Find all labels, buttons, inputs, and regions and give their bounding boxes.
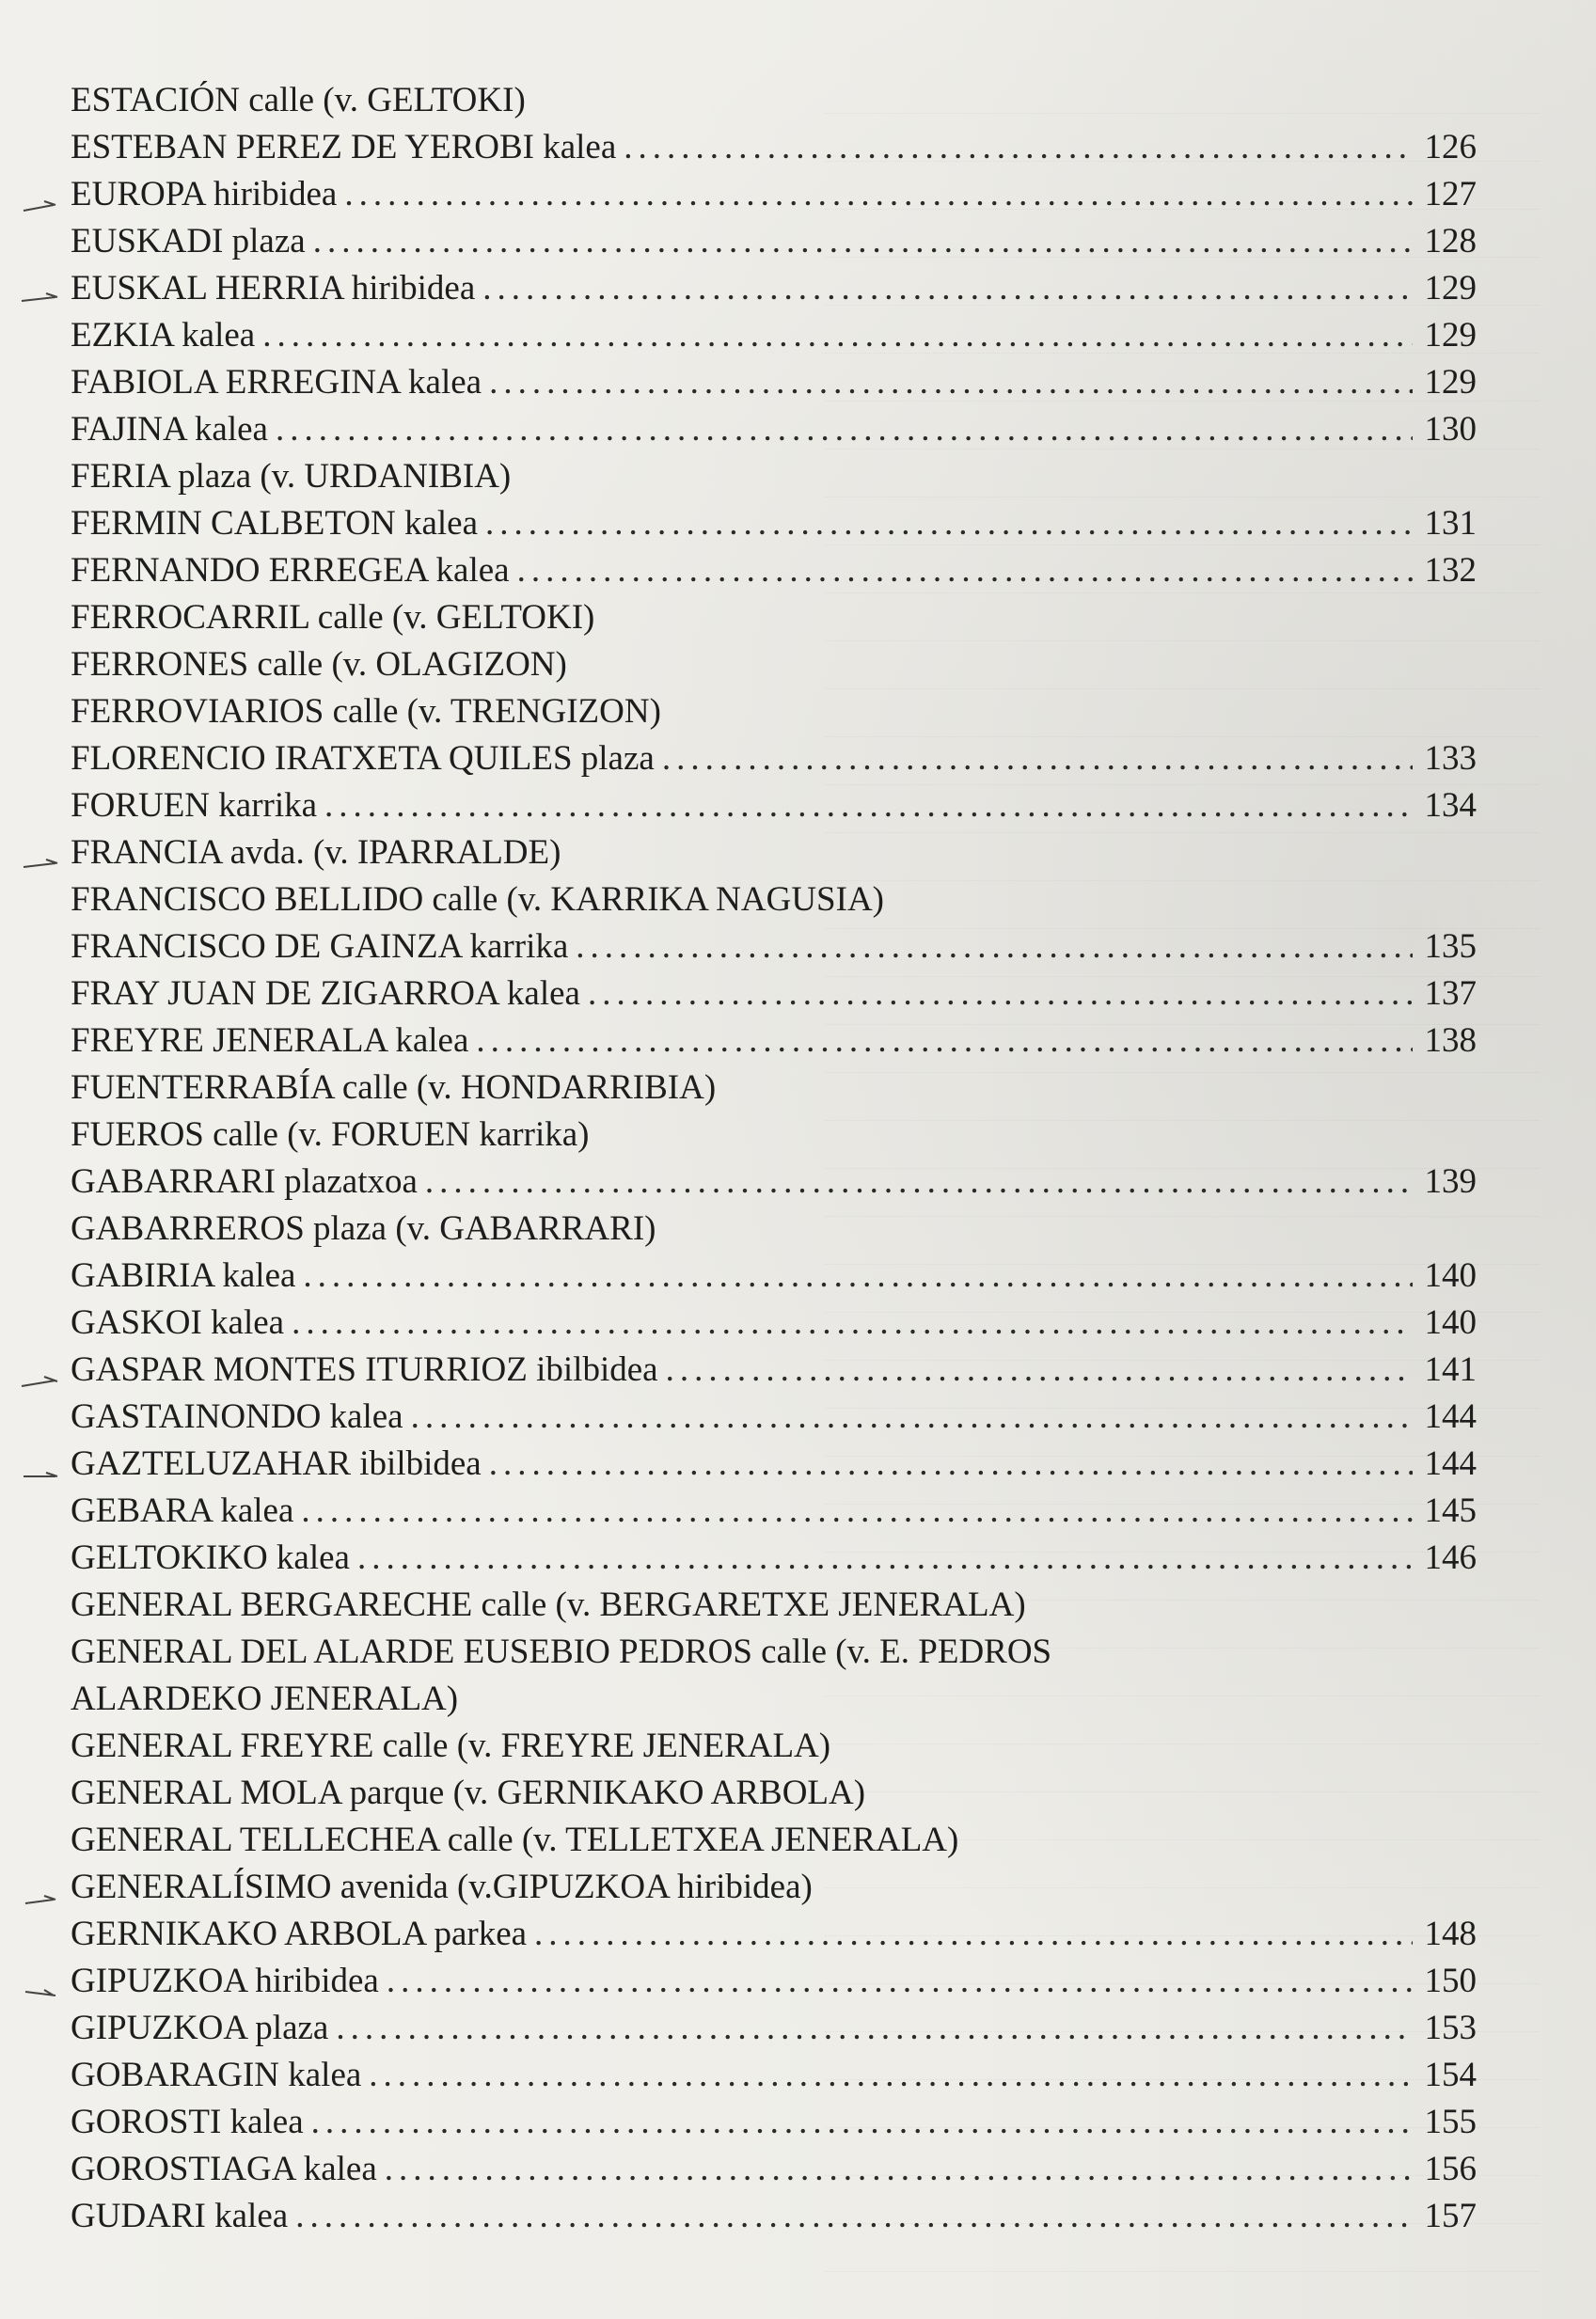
entry-name: FUEROS calle (v. FORUEN karrika) [71,1115,590,1154]
entry-name: GOROSTI kalea [71,2103,304,2141]
index-entry [71,2099,1477,2146]
page-number: 150 [1424,1962,1477,2000]
dot-leader [344,171,1413,218]
page-number: 154 [1424,2056,1477,2094]
page-number: 129 [1424,316,1477,355]
index-entry [71,1065,1477,1112]
page-number: 145 [1424,1491,1477,1530]
entry-name: EZKIA kalea [71,316,256,355]
entry-name: FAJINA kalea [71,410,268,449]
entry-name: GENERAL BERGARECHE calle (v. BERGARETXE JENERALA) [71,1585,1026,1624]
dot-leader [624,124,1413,171]
index-entry [71,1112,1477,1159]
entry-name: FREYRE JENERALA kalea [71,1021,469,1060]
entry-name: FERRONES calle (v. OLAGIZON) [71,645,567,684]
page-number: 135 [1424,927,1477,966]
page-number: 131 [1424,504,1477,543]
dot-leader [534,1911,1413,1958]
index-entry [71,1253,1477,1300]
entry-name [71,1629,1246,1723]
index-entry [71,1629,1477,1723]
entry-name: FRAY JUAN DE ZIGARROA kalea [71,974,580,1013]
index-entry [71,735,1477,782]
index-entry [71,1911,1477,1958]
dot-leader [262,312,1413,359]
dot-leader [489,359,1413,406]
pencil-tick-mark-icon [22,1971,59,1992]
dot-leader [301,1488,1413,1535]
index-entry [71,1817,1477,1864]
index-entry [71,1770,1477,1817]
entry-name: GASTAINONDO kalea [71,1397,403,1436]
dot-leader [588,970,1413,1018]
entry-name: FERNANDO ERREGEA kalea [71,551,510,590]
entry-name: FERROVIARIOS calle (v. TRENGIZON) [71,692,661,731]
index-entry [71,218,1477,265]
index-entry [71,1018,1477,1065]
entry-name: GABARRARI plazatxoa [71,1162,418,1201]
entry-name: GENERALÍSIMO avenida (v.GIPUZKOA hiribidea) [71,1868,813,1906]
entry-name: GIPUZKOA plaza [71,2009,329,2047]
street-index-list [71,77,1477,2240]
page-number: 130 [1424,410,1477,449]
dot-leader [517,547,1413,594]
index-entry [71,124,1477,171]
entry-name: FERROCARRIL calle (v. GELTOKI) [71,598,595,637]
entry-name: FUENTERRABÍA calle (v. HONDARRIBIA) [71,1068,717,1107]
entry-name: FORUEN karrika [71,786,318,825]
dot-leader [485,500,1413,547]
index-entry [71,453,1477,500]
dot-leader [324,782,1413,829]
entry-name: ESTACIÓN calle (v. GELTOKI) [71,81,526,119]
entry-name: GUDARI kalea [71,2197,289,2235]
index-entry [71,970,1477,1018]
index-entry [71,2052,1477,2099]
page-number: 155 [1424,2103,1477,2141]
dot-leader [576,923,1413,970]
page-number: 146 [1424,1538,1477,1577]
page-number: 141 [1424,1350,1477,1389]
entry-name: GENERAL TELLECHEA calle (v. TELLETXEA JENERALA) [71,1821,959,1859]
index-entry [71,1488,1477,1535]
index-entry [71,1300,1477,1347]
entry-name: GABIRIA kalea [71,1256,296,1295]
entry-name: FRANCISCO DE GAINZA karrika [71,927,569,966]
entry-name: EUROPA hiribidea [71,175,338,213]
entry-name: GOBARAGIN kalea [71,2056,362,2094]
entry-name: GERNIKAKO ARBOLA parkea [71,1915,528,1953]
page-number: 126 [1424,128,1477,166]
pencil-tick-mark-icon [22,1360,59,1380]
entry-name: FRANCIA avda. (v. IPARRALDE) [71,833,561,872]
index-entry [71,547,1477,594]
index-entry [71,359,1477,406]
dot-leader [385,2146,1413,2193]
index-entry [71,406,1477,453]
page-number: 144 [1424,1397,1477,1436]
index-entry [71,1394,1477,1441]
page-number: 129 [1424,363,1477,402]
page-number: 127 [1424,175,1477,213]
entry-name: ESTEBAN PEREZ DE YEROBI kalea [71,128,617,166]
page-number: 144 [1424,1444,1477,1483]
entry-name: GASPAR MONTES ITURRIOZ ibilbidea [71,1350,658,1389]
entry-name: GIPUZKOA hiribidea [71,1962,379,2000]
dot-leader [295,2193,1413,2240]
page-number: 134 [1424,786,1477,825]
dot-leader [489,1441,1413,1488]
page-number: 153 [1424,2009,1477,2047]
dot-leader [276,406,1413,453]
index-entry [71,876,1477,923]
pencil-tick-mark-icon [22,843,59,863]
entry-name: GENERAL MOLA parque (v. GERNIKAKO ARBOLA) [71,1774,866,1812]
index-entry [71,641,1477,688]
dot-leader [311,2099,1413,2146]
index-entry [71,688,1477,735]
dot-leader [411,1394,1413,1441]
index-entry [71,2005,1477,2052]
index-entry [71,1723,1477,1770]
index-entry [71,1535,1477,1582]
dot-leader [357,1535,1413,1582]
dot-leader [303,1253,1413,1300]
index-entry [71,312,1477,359]
entry-name: GABARREROS plaza (v. GABARRARI) [71,1209,656,1248]
page-number: 148 [1424,1915,1477,1953]
entry-name: FERMIN CALBETON kalea [71,504,478,543]
entry-name: EUSKADI plaza [71,222,306,260]
index-entry [71,265,1477,312]
entry-name: GENERAL FREYRE calle (v. FREYRE JENERALA) [71,1727,831,1765]
index-entry [71,2146,1477,2193]
entry-name: GAZTELUZAHAR ibilbidea [71,1444,482,1483]
index-entry [71,594,1477,641]
entry-name: FERIA plaza (v. URDANIBIA) [71,457,512,496]
dot-leader [666,1347,1413,1394]
dot-leader [662,735,1413,782]
page-number: 137 [1424,974,1477,1013]
page-number: 140 [1424,1303,1477,1342]
index-entry [71,500,1477,547]
entry-name: GELTOKIKO kalea [71,1538,350,1577]
page-number: 139 [1424,1162,1477,1201]
entry-name: GASKOI kalea [71,1303,285,1342]
entry-name: FABIOLA ERREGINA kalea [71,363,482,402]
entry-name: GOROSTIAGA kalea [71,2150,377,2188]
index-entry [71,1958,1477,2005]
index-entry [71,1159,1477,1206]
index-entry [71,923,1477,970]
entry-name-line-2: ALARDEKO JENERALA) [71,1680,459,1718]
page-number: 129 [1424,269,1477,308]
entry-name: FLORENCIO IRATXETA QUILES plaza [71,739,655,778]
index-entry [71,1864,1477,1911]
dot-leader [336,2005,1413,2052]
pencil-tick-mark-icon [22,278,59,299]
index-entry [71,1206,1477,1253]
dot-leader [369,2052,1413,2099]
page-number: 128 [1424,222,1477,260]
index-entry [71,1441,1477,1488]
index-entry [71,1582,1477,1629]
index-entry [71,171,1477,218]
index-entry [71,782,1477,829]
index-entry [71,829,1477,876]
entry-name-line-1: GENERAL DEL ALARDE EUSEBIO PEDROS calle (v. E. PEDROS [71,1633,1052,1671]
entry-name: FRANCISCO BELLIDO calle (v. KARRIKA NAGUSIA) [71,880,885,919]
page-number: 140 [1424,1256,1477,1295]
index-entry [71,2193,1477,2240]
page-number: 156 [1424,2150,1477,2188]
pencil-tick-mark-icon [22,1877,59,1898]
dot-leader [313,218,1413,265]
page-number: 157 [1424,2197,1477,2235]
index-entry [71,1347,1477,1394]
entry-name: GEBARA kalea [71,1491,294,1530]
pencil-tick-mark-icon [22,1454,59,1475]
dot-leader [387,1958,1413,2005]
page-number: 138 [1424,1021,1477,1060]
page-number: 133 [1424,739,1477,778]
dot-leader [476,1018,1413,1065]
dot-leader [482,265,1413,312]
page-number: 132 [1424,551,1477,590]
entry-name: EUSKAL HERRIA hiribidea [71,269,476,308]
dot-leader [425,1159,1413,1206]
dot-leader [292,1300,1413,1347]
index-entry [71,77,1477,124]
pencil-tick-mark-icon [22,184,59,205]
